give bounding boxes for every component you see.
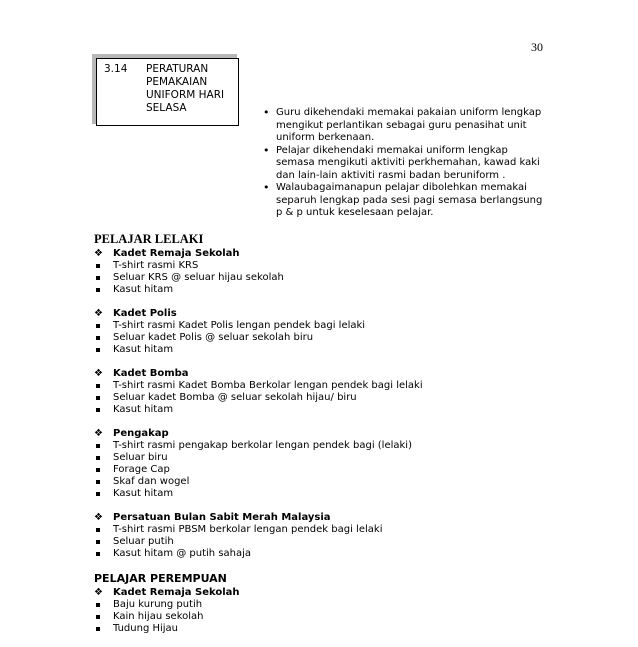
uniform-group-title	[94, 368, 574, 380]
uniform-group-title	[94, 587, 574, 599]
uniform-item	[94, 284, 574, 296]
uniform-item	[94, 476, 574, 488]
uniform-item-text: Kain hijau sekolah	[113, 611, 204, 622]
uniform-group-title	[94, 428, 574, 440]
uniform-item	[94, 548, 574, 560]
uniform-group	[94, 587, 574, 635]
uniform-item-text: T-shirt rasmi PBSM berkolar lengan pendek bagi lelaki	[113, 524, 383, 535]
uniform-item	[94, 404, 574, 416]
uniform-group-title	[94, 248, 574, 260]
uniform-item-text: Tudung Hijau	[113, 623, 179, 634]
pelajar-perempuan-groups	[94, 587, 574, 635]
uniform-content	[94, 232, 574, 647]
square-bullet-icon	[96, 396, 100, 400]
square-bullet-icon	[96, 408, 100, 412]
square-bullet-icon	[96, 615, 100, 619]
diamond-bullet-icon: ❖	[94, 512, 103, 523]
uniform-item	[94, 623, 574, 635]
square-bullet-icon	[96, 444, 100, 448]
uniform-group-title-text: Kadet Polis	[113, 308, 177, 319]
uniform-item	[94, 464, 574, 476]
regulation-bullet-list	[263, 107, 543, 220]
square-bullet-icon	[96, 384, 100, 388]
square-bullet-icon	[96, 456, 100, 460]
uniform-item-text: T-shirt rasmi Kadet Polis lengan pendek bagi lelaki	[113, 320, 366, 331]
diamond-bullet-icon: ❖	[94, 368, 103, 379]
square-bullet-icon	[96, 480, 100, 484]
diamond-bullet-icon: ❖	[94, 248, 103, 259]
pelajar-lelaki-heading: PELAJAR LELAKI	[94, 232, 204, 246]
square-bullet-icon	[96, 264, 100, 268]
uniform-item-text: T-shirt rasmi pengakap berkolar lengan pendek bagi (lelaki)	[113, 440, 412, 451]
section-box	[96, 58, 239, 126]
uniform-group-title-text: Kadet Remaja Sekolah	[113, 587, 240, 598]
uniform-group	[94, 248, 574, 296]
square-bullet-icon	[96, 288, 100, 292]
uniform-item	[94, 611, 574, 623]
square-bullet-icon	[96, 348, 100, 352]
regulation-bullet: • Walaubagaimanapun pelajar dibolehkan memakai separuh lengkap pada sesi pagi semasa berlangsung p & p untuk keselesaan pelajar.	[263, 182, 543, 220]
uniform-group-title-text: Kadet Bomba	[113, 368, 189, 379]
uniform-group	[94, 428, 574, 500]
pelajar-lelaki-groups	[94, 248, 574, 560]
uniform-item	[94, 392, 574, 404]
page-number: 30	[531, 40, 543, 54]
uniform-item-text: T-shirt rasmi KRS	[113, 260, 199, 271]
uniform-item-text: Seluar kadet Bomba @ seluar sekolah hijau/ biru	[113, 392, 357, 403]
uniform-item	[94, 452, 574, 464]
regulation-bullet: • Guru dikehendaki memakai pakaian uniform lengkap mengikut perlantikan sebagai guru penasihat unit uniform berkenaan.	[263, 107, 543, 145]
uniform-group	[94, 368, 574, 416]
uniform-item	[94, 380, 574, 392]
uniform-item-text: Seluar biru	[113, 452, 168, 463]
section-number: 3.14	[104, 63, 128, 75]
uniform-item-text: Forage Cap	[113, 464, 170, 475]
uniform-item-text: Skaf dan wogel	[113, 476, 190, 487]
pelajar-perempuan-heading: PELAJAR PEREMPUAN	[94, 572, 227, 585]
uniform-item-text: Baju kurung putih	[113, 599, 203, 610]
uniform-group-title	[94, 512, 574, 524]
uniform-item	[94, 536, 574, 548]
uniform-item	[94, 332, 574, 344]
uniform-group-title	[94, 308, 574, 320]
square-bullet-icon	[96, 627, 100, 631]
uniform-group	[94, 308, 574, 356]
regulation-bullet: • Pelajar dikehendaki memakai uniform lengkap semasa mengikuti aktiviti perkhemahan, kawad kaki dan lain-lain aktiviti rasmi badan beruniform .	[263, 145, 543, 183]
uniform-item-text: Kasut hitam	[113, 344, 174, 355]
uniform-item	[94, 524, 574, 536]
diamond-bullet-icon: ❖	[94, 308, 103, 319]
uniform-item-text: Kasut hitam	[113, 488, 174, 499]
section-title: PERATURAN PEMAKAIAN UNIFORM HARI SELASA	[146, 63, 225, 114]
uniform-item-text: T-shirt rasmi Kadet Bomba Berkolar lengan pendek bagi lelaki	[113, 380, 423, 391]
square-bullet-icon	[96, 540, 100, 544]
uniform-item-text: Seluar kadet Polis @ seluar sekolah biru	[113, 332, 314, 343]
diamond-bullet-icon: ❖	[94, 428, 103, 439]
uniform-item	[94, 272, 574, 284]
square-bullet-icon	[96, 276, 100, 280]
diamond-bullet-icon: ❖	[94, 587, 103, 598]
uniform-item	[94, 599, 574, 611]
uniform-group-title-text: Pengakap	[113, 428, 169, 439]
uniform-item-text: Seluar putih	[113, 536, 174, 547]
uniform-item	[94, 260, 574, 272]
square-bullet-icon	[96, 552, 100, 556]
square-bullet-icon	[96, 468, 100, 472]
uniform-group-title-text: Persatuan Bulan Sabit Merah Malaysia	[113, 512, 331, 523]
square-bullet-icon	[96, 336, 100, 340]
uniform-item	[94, 488, 574, 500]
uniform-item-text: Kasut hitam @ putih sahaja	[113, 548, 252, 559]
uniform-item-text: Kasut hitam	[113, 284, 174, 295]
uniform-group	[94, 512, 574, 560]
uniform-item-text: Kasut hitam	[113, 404, 174, 415]
uniform-item-text: Seluar KRS @ seluar hijau sekolah	[113, 272, 284, 283]
square-bullet-icon	[96, 603, 100, 607]
uniform-item	[94, 344, 574, 356]
uniform-group-title-text: Kadet Remaja Sekolah	[113, 248, 240, 259]
square-bullet-icon	[96, 528, 100, 532]
square-bullet-icon	[96, 324, 100, 328]
uniform-item	[94, 440, 574, 452]
square-bullet-icon	[96, 492, 100, 496]
uniform-item	[94, 320, 574, 332]
